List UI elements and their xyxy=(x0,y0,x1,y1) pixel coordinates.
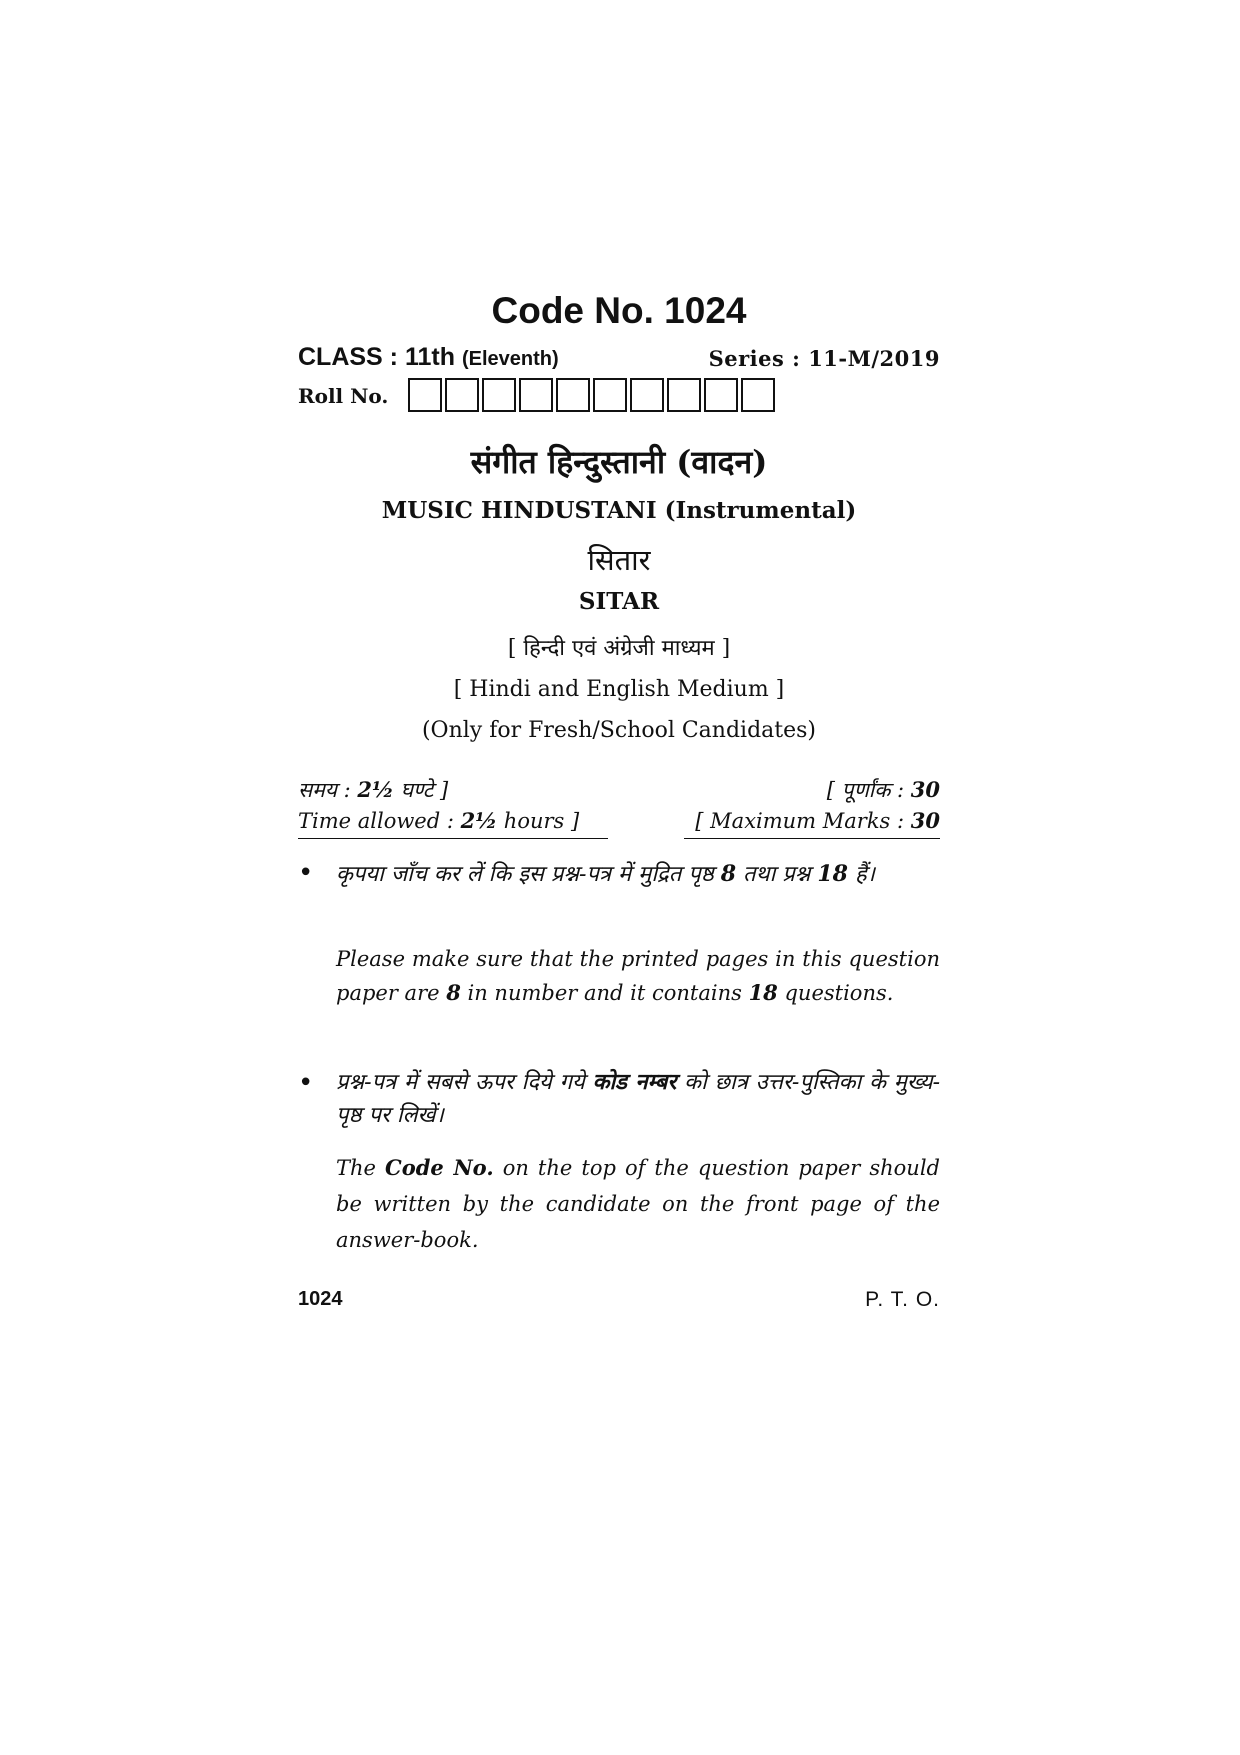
divider-gap xyxy=(608,834,684,842)
roll-number-box[interactable] xyxy=(667,378,701,412)
marks-english-value: 30 xyxy=(910,808,940,833)
medium-english: [ Hindi and English Medium ] xyxy=(453,677,785,702)
class-text: CLASS : 11th xyxy=(298,343,455,371)
time-english-value: 2½ xyxy=(460,808,498,833)
roll-number-box[interactable] xyxy=(445,378,479,412)
i1-hindi-a: कृपया जाँच कर लें कि इस प्रश्न-पत्र में मुद्रित पृष्ठ xyxy=(336,862,721,887)
instrument-english: SITAR xyxy=(578,588,660,615)
i2-hindi-b: कोड नम्बर xyxy=(592,1069,677,1095)
i1-hindi-e: हैं। xyxy=(847,862,875,887)
roll-number-boxes xyxy=(408,378,778,412)
marks-english xyxy=(695,808,940,833)
i2-english-c: on the top of the question paper should be written by the candidate on the front page of the answer-book. xyxy=(336,1156,940,1252)
time-english xyxy=(298,808,579,833)
marks-hindi xyxy=(827,776,940,804)
marks-hindi-prefix: [ पूर्णांक : xyxy=(826,778,911,802)
subject-title-hindi: संगीत हिन्दुस्तानी (वादन) xyxy=(470,443,768,481)
roll-number-box[interactable] xyxy=(741,378,775,412)
class-paren: (Eleventh) xyxy=(461,348,559,370)
time-hindi-suffix: घण्टे ] xyxy=(393,778,449,802)
roll-number-box[interactable] xyxy=(704,378,738,412)
i1-english-a: Please make sure that the printed pages in this question paper are xyxy=(336,947,940,1005)
roll-number-row xyxy=(298,378,940,414)
instruction-1-english xyxy=(336,942,940,1010)
instruction-2-hindi xyxy=(336,1066,940,1132)
i2-english-a: The xyxy=(336,1156,386,1180)
time-marks-hindi xyxy=(298,776,940,806)
roll-number-box[interactable] xyxy=(593,378,627,412)
code-number-title: Code No. 1024 xyxy=(491,290,747,331)
roll-number-box[interactable] xyxy=(408,378,442,412)
i2-hindi-c: को छात्र उत्तर-पुस्तिका के मुख्य-पृष्ठ पर लिखें। xyxy=(336,1070,940,1128)
marks-english-prefix: [ Maximum Marks : xyxy=(695,809,911,833)
instrument-hindi: सितार xyxy=(587,543,651,577)
subject-title-english: MUSIC HINDUSTANI (Instrumental) xyxy=(381,497,857,524)
time-hindi-prefix: समय : xyxy=(298,778,358,802)
roll-number-box[interactable] xyxy=(482,378,516,412)
roll-number-box[interactable] xyxy=(630,378,664,412)
candidates-note: (Only for Fresh/School Candidates) xyxy=(421,718,817,743)
bullet-2: • xyxy=(298,1068,314,1098)
i1-hindi-b: 8 xyxy=(720,861,736,887)
time-hindi-value: 2½ xyxy=(357,777,394,802)
time-english-suffix: hours ] xyxy=(497,809,580,833)
class-series-row xyxy=(298,343,940,377)
series-label: Series : 11-M/2019 xyxy=(708,346,940,371)
time-english-prefix: Time allowed : xyxy=(298,809,461,833)
i1-english-c: in number and it contains xyxy=(460,981,749,1005)
instruction-1-hindi xyxy=(336,858,940,891)
class-label xyxy=(298,343,559,372)
roll-number-box[interactable] xyxy=(519,378,553,412)
medium-hindi: [ हिन्दी एवं अंग्रेजी माध्यम ] xyxy=(507,636,731,661)
bullet-1: • xyxy=(298,858,314,888)
footer-code-number: 1024 xyxy=(298,1288,343,1310)
roll-label: Roll No. xyxy=(298,384,389,408)
i2-english-b: Code No. xyxy=(385,1155,494,1180)
roll-number-box[interactable] xyxy=(556,378,590,412)
instruction-2-english xyxy=(336,1150,940,1258)
please-turn-over: P. T. O. xyxy=(865,1288,940,1311)
i2-hindi-a: प्रश्न-पत्र में सबसे ऊपर दिये गये xyxy=(336,1070,593,1095)
i1-hindi-c: तथा प्रश्न xyxy=(736,862,818,887)
i1-hindi-d: 18 xyxy=(817,861,848,887)
i1-english-e: questions. xyxy=(777,981,894,1005)
i1-english-d: 18 xyxy=(748,980,778,1005)
i1-english-b: 8 xyxy=(446,980,461,1005)
time-hindi xyxy=(298,776,448,804)
marks-hindi-value: 30 xyxy=(910,777,940,802)
